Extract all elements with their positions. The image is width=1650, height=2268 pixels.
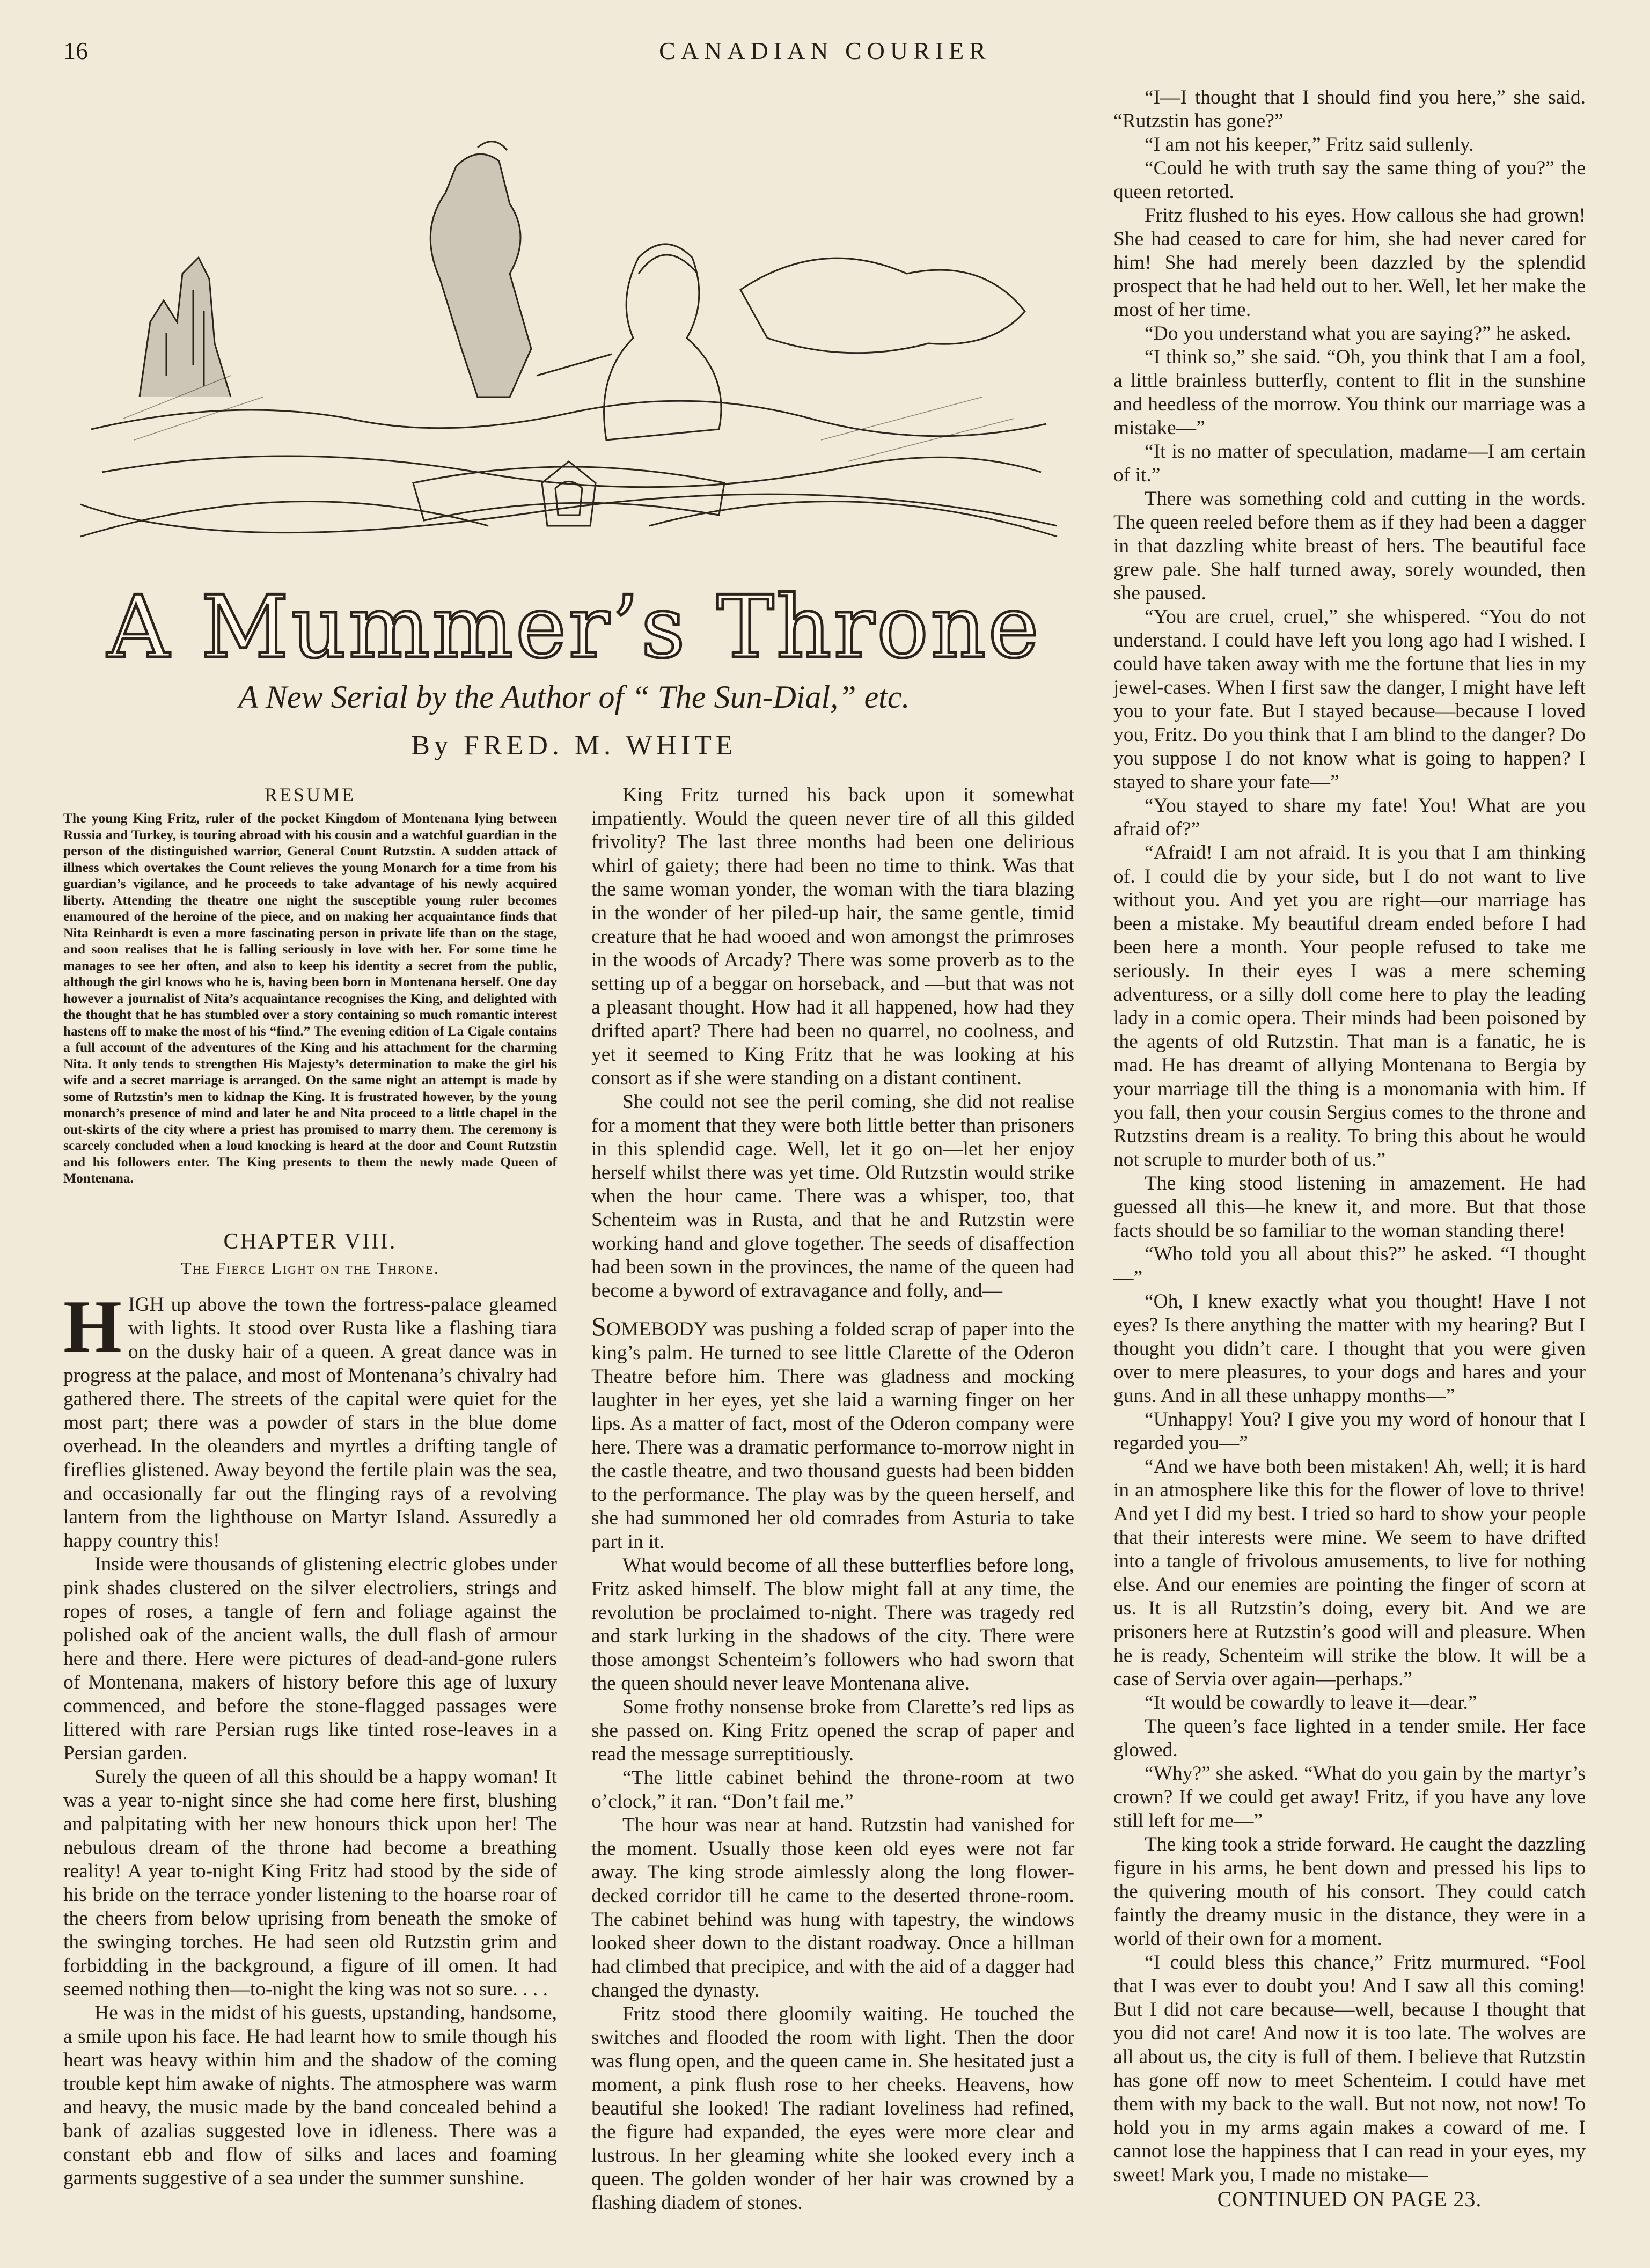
- resume-heading: RESUME: [264, 784, 356, 805]
- paragraph: “Unhappy! You? I give you my word of honour that I regarded you—”: [1113, 1408, 1586, 1454]
- paragraph: “Oh, I knew exactly what you thought! Have I not eyes? Is there anything the matter with my hearing? But I thought you didn’t care. I thought that you were given over to mere pleasures, to your dogs and hares and your guns. And in all these unhappy months—”: [1113, 1290, 1586, 1407]
- left-column: [63, 1285, 557, 2190]
- paragraph: The king took a stride forward. He caught the dazzling figure in his arms, he bent down and pressed his lips to the quivering mouth of his consort. They could catch faintly the dreamy music in the distance, they were in a world of their own for a moment.: [1113, 1833, 1586, 1950]
- paragraph: “You stayed to share my fate! You! What are you afraid of?”: [1113, 795, 1586, 840]
- story-subtitle: A New Serial by the Author of “ The Sun-Dial,” etc.: [238, 679, 910, 715]
- paragraph: “Afraid! I am not afraid. It is you that I am thinking of. I could die by your side, but I do not want to live without you. And yet you are right—our marriage has been a mistake. My beautiful dream ended before I had been here a month. Your people refused to take me seriously. In their eyes I was a mere scheming adventuress, or a silly doll come here to play the leading lady in a comic opera. Their minds had been poisoned by the agents of old Rutzstin. That man is a fanatic, he is mad. He has dreamt of allying Montenana to Bergia by your marriage till the thing is a monomania with him. If you fall, then your cousin Sergius comes to the throne and Rutzstins dream is a reality. To bring this about he would not scruple to murder both of us.”: [1113, 842, 1586, 1171]
- drop-cap: H: [63, 1285, 122, 1368]
- story-title: A Mummer’s Throne: [107, 577, 1042, 677]
- paragraph: “Who told you all about this?” he asked. “I thought—”: [1113, 1243, 1586, 1289]
- paragraph: “I think so,” she said. “Oh, you think that I am a fool, a little brainless butterfly, content to flit in the sunshine and heedless of the morrow. You think our marriage was a mistake—”: [1113, 346, 1586, 439]
- story-byline: By FRED. M. WHITE: [411, 730, 737, 761]
- paragraph: The queen’s face lighted in a tender smile. Her face glowed.: [1113, 1715, 1586, 1761]
- paragraph: “I could bless this chance,” Fritz murmured. “Fool that I was ever to doubt you! And I saw all this coming! But I did not care because—well, because I thought that you did not care! And now it is too late. The wolves are all about us, the city is full of them. I believe that Rutzstin has gone off now to meet Schenteim. I could have met them with my back to the wall. But not now, not now! To hold you in my arms again makes a coward of me. I cannot lose the happiness that I can read in your eyes, my sweet! Mark you, I made no mistake—: [1113, 1951, 1586, 2186]
- king-and-queen-engraving: [70, 97, 1068, 558]
- paragraph: “Do you understand what you are saying?” he asked.: [1145, 322, 1571, 344]
- paragraph: King Fritz turned his back upon it somewhat impatiently. Would the queen never tire of all this gilded frivolity? The last three months had been one delirious whirl of gaiety; there had been no time to think. Was that the same woman yonder, the woman with the tiara blazing in the wonder of her piled-up hair, the same gentle, timid creature that he had wooed and won amongst the primroses in the woods of Arcady? There was some proverb as to the setting up of a beggar on horseback, and —but that was not a pleasant thought. How had it all happened, how had they drifted apart? There had been no quarrel, no coolness, and yet it seemed to King Fritz that he was looking at his consort as if she were standing on a distant continent.: [591, 784, 1074, 1089]
- paragraph: Inside were thousands of glistening electric globes under pink shades clustered on the silver electroliers, strings and ropes of roses, a tangle of fern and foliage against the polished oak of the ancient walls, the dull flash of armour here and there. Here were pictures of dead-and-gone rulers of Montenana, makers of history before this age of luxury commenced, and before the stone-flagged passages were littered with rare Persian rugs like tinted rose-leaves in a Persian garden.: [63, 1553, 557, 1764]
- paragraph: There was something cold and cutting in the words. The queen reeled before them as if they had been a dagger in that dazzling white breast of hers. The beautiful face grew pale. She half turned away, sorely wounded, then she paused.: [1113, 488, 1586, 604]
- paragraph: He was in the midst of his guests, upstanding, handsome, a smile upon his face. He had learnt how to smile though his heart was heavy within him and the shadow of the coming trouble kept him awake of nights. The atmosphere was warm and heavy, the music made by the band concealed behind a bank of azalias suggested love in idleness. There was a constant ebb and flow of silks and laces and foaming garments suggestive of a sea under the summer sunshine.: [63, 2002, 557, 2189]
- running-head: CANADIAN COURIER: [659, 37, 991, 64]
- paragraph: The king stood listening in amazement. He had guessed all this—he knew it, and more. But that those facts should be so familiar to the woman standing there!: [1113, 1172, 1586, 1242]
- middle-column: [591, 783, 1074, 2215]
- resume-text: The young King Fritz, ruler of the pocket Kingdom of Montenana lying between Russia and Turkey, is touring abroad with his cousin and a watchful guardian in the person of the distinguished warrior, General Count Rutzstin. A sudden attack of illness which overtakes the Count relieves the young Monarch for a time from his guardian’s vigilance, and he proceeds to take advantage of his newly acquired liberty. Attending the theatre one night the susceptible young ruler becomes enamoured of the heroine of the piece, and on making her acquaintance finds that Nita Reinhardt is even a more fascinating person in private life than on the stage, and soon realises that he is falling seriously in love with her. For some time he manages to see her often, and also to keep his identity a secret from the public, although the girl knows who he is, having been born in Montenana herself. One day however a journalist of Nita’s acquaintance recognises the King, and delighted with the thought that he has stumbled over a story containing so much romantic interest hastens off to make the most of his “find.” The evening edition of La Cigale contains a full account of the adventures of the King and his attachment for the charming Nita. It only tends to strengthen His Majesty’s determination to make the girl his wife and a secret marriage is arranged. On the same night an attempt is made by some of Rutzstin’s men to kidnap the King. It is frustrated however, by the young monarch’s presence of mind and later he and Nita proceed to a little chapel in the out-skirts of the city where a priest has promised to marry them. The ceremony is scarcely concluded when a loud knocking is heard at the door and Count Rutzstin and his followers enter. The King presents to them the newly made Queen of Montenana.: [63, 810, 557, 1186]
- chapter-heading: CHAPTER VIII.: [223, 1229, 397, 1254]
- paragraph: “Why?” she asked. “What do you gain by the martyr’s crown? If we could get away! Fritz, if you have any love still left for me—”: [1113, 1763, 1586, 1832]
- paragraph: “You are cruel, cruel,” she whispered. “You do not understand. I could have left you long ago had I wished. I could have taken away with me the fortune that lies in my jewel-cases. When I first saw the danger, I might have left you to your fate. But I stayed because—because I loved you, Fritz. Do you think that I am blind to the danger? Do you suppose I do not know what is going to happen? I stayed to share your fate—”: [1113, 606, 1586, 793]
- paragraph: “I am not his keeper,” Fritz said sullenly.: [1145, 134, 1474, 156]
- continued-notice: CONTINUED ON PAGE 23.: [1217, 2187, 1482, 2211]
- paragraph: Fritz stood there gloomily waiting. He touched the switches and flooded the room with light. Then the door was flung open, and the queen came in. She hesitated just a moment, a pink flush rose to her cheeks. Heavens, how beautiful she looked! The radiant loveliness had refined, the figure had expanded, the eyes were more clear and lustrous. In her gleaming white she looked every inch a queen. The golden wonder of her hair was crowned by a flashing diadem of stones.: [591, 2003, 1074, 2214]
- paragraph: “I—I thought that I should find you here,” she said. “Rutzstin has gone?”: [1113, 86, 1586, 132]
- paragraph: “It would be cowardly to leave it—dear.”: [1145, 1692, 1477, 1714]
- paragraph: “It is no matter of speculation, madame—I am certain of it.”: [1113, 441, 1586, 486]
- paragraph: What would become of all these butterflies before long, Fritz asked himself. The blow might fall at any time, the revolution be proclaimed to-night. There was tragedy red and stark lurking in the shadows of the city. There were those amongst Schenteim’s followers who had sworn that the queen should never leave Montenana alive.: [591, 1554, 1074, 1694]
- section-initial: S: [591, 1311, 606, 1341]
- chapter-subheading: The Fierce Light on the Throne.: [181, 1258, 439, 1278]
- paragraph: The hour was near at hand. Rutzstin had vanished for the moment. Usually those keen old eyes were not far away. The king strode aimlessly along the long flower-decked corridor till he came to the deserted throne-room. The cabinet behind was hung with tapestry, the windows looked sheer down to the distant roadway. Once a hillman had climbed that precipice, and with the aid of a dagger had changed the dynasty.: [591, 1814, 1074, 2001]
- paragraph: “And we have both been mistaken! Ah, well; it is hard in an atmosphere like this for the flower of love to thrive! And yet I did my best. I tried so hard to show your people that their interests were mine. We seem to have drifted into a tangle of frivolous amusements, to live for nothing else. And our enemies are pointing the finger of scorn at us. It is all Rutzstin’s doing, every bit. And we are prisoners here at Rutzstin’s good will and pleasure. When he is ready, Schenteim will strike the blow. It will be a case of Servia over again—perhaps.”: [1113, 1456, 1586, 1690]
- paragraph: She could not see the peril coming, she did not realise for a moment that they were both little better than prisoners in this splendid cage. Well, let it go on—let her enjoy herself whilst there was yet time. Old Rutzstin would strike when the hour came. There was a whisper, too, that Schenteim was in Rusta, and that he and Rutzstin were working hand and glove together. The seeds of disaffection had been sown in the provinces, the name of the queen had become a byword of extravagance and folly, and—: [591, 1091, 1074, 1302]
- right-column: [1113, 86, 1586, 2187]
- page-number: 16: [63, 37, 88, 64]
- paragraph: SOMEBODY was pushing a folded scrap of paper into the king’s palm. He turned to see little Clarette of the Oderon Theatre before him. There was gladness and mocking laughter in her eyes, yet she laid a warning finger on her lips. As a matter of fact, most of the Oderon company were here. There was a dramatic performance to-morrow night in the castle theatre, and two thousand guests had been bidden to the performance. The play was by the queen herself, and she had summoned her old comrades from Asturia to take part in it.: [591, 1311, 1075, 1553]
- paragraph: Fritz flushed to his eyes. How callous she had grown! She had ceased to care for him, she had never cared for him! She had merely been dazzled by the splendid prospect that he had held out to her. Well, let her make the most of her time.: [1113, 204, 1586, 321]
- paragraph: Surely the queen of all this should be a happy woman! It was a year to-night since she had come here first, blushing and palpitating with her new honours thick upon her! The nebulous dream of the throne had become a breathing reality! A year to-night King Fritz had stood by the side of his bride on the terrace yonder listening to the hoarse roar of the cheers from below uprising from beneath the smoke of the swinging torches. He had seen old Rutzstin grim and forbidding in the background, a figure of ill omen. It had seemed nothing then—to-night the king was not so sure. . . .: [63, 1766, 557, 2000]
- paragraph: “The little cabinet behind the throne-room at two o’clock,” it ran. “Don’t fail me.”: [591, 1767, 1074, 1812]
- paragraph: Some frothy nonsense broke from Clarette’s red lips as she passed on. King Fritz opened the scrap of paper and read the message surreptitiously.: [591, 1696, 1074, 1765]
- paragraph: HIGH up above the town the fortress-palace gleamed with lights. It stood over Rusta like a flashing tiara on the dusky hair of a queen. A great dance was in progress at the palace, and most of Montenana’s chivalry had gathered there. The streets of the capital were quiet for the most part; there was a powder of stars in the blue dome overhead. In the oleanders and myrtles a drifting tangle of fireflies glistened. Away beyond the fertile plain was the sea, and occasionally far out the flinging rays of a revolving lantern from the lighthouse on Martyr Island. Assuredly a happy country this!: [63, 1285, 557, 1552]
- paragraph: “Could he with truth say the same thing of you?” the queen retorted.: [1113, 157, 1586, 203]
